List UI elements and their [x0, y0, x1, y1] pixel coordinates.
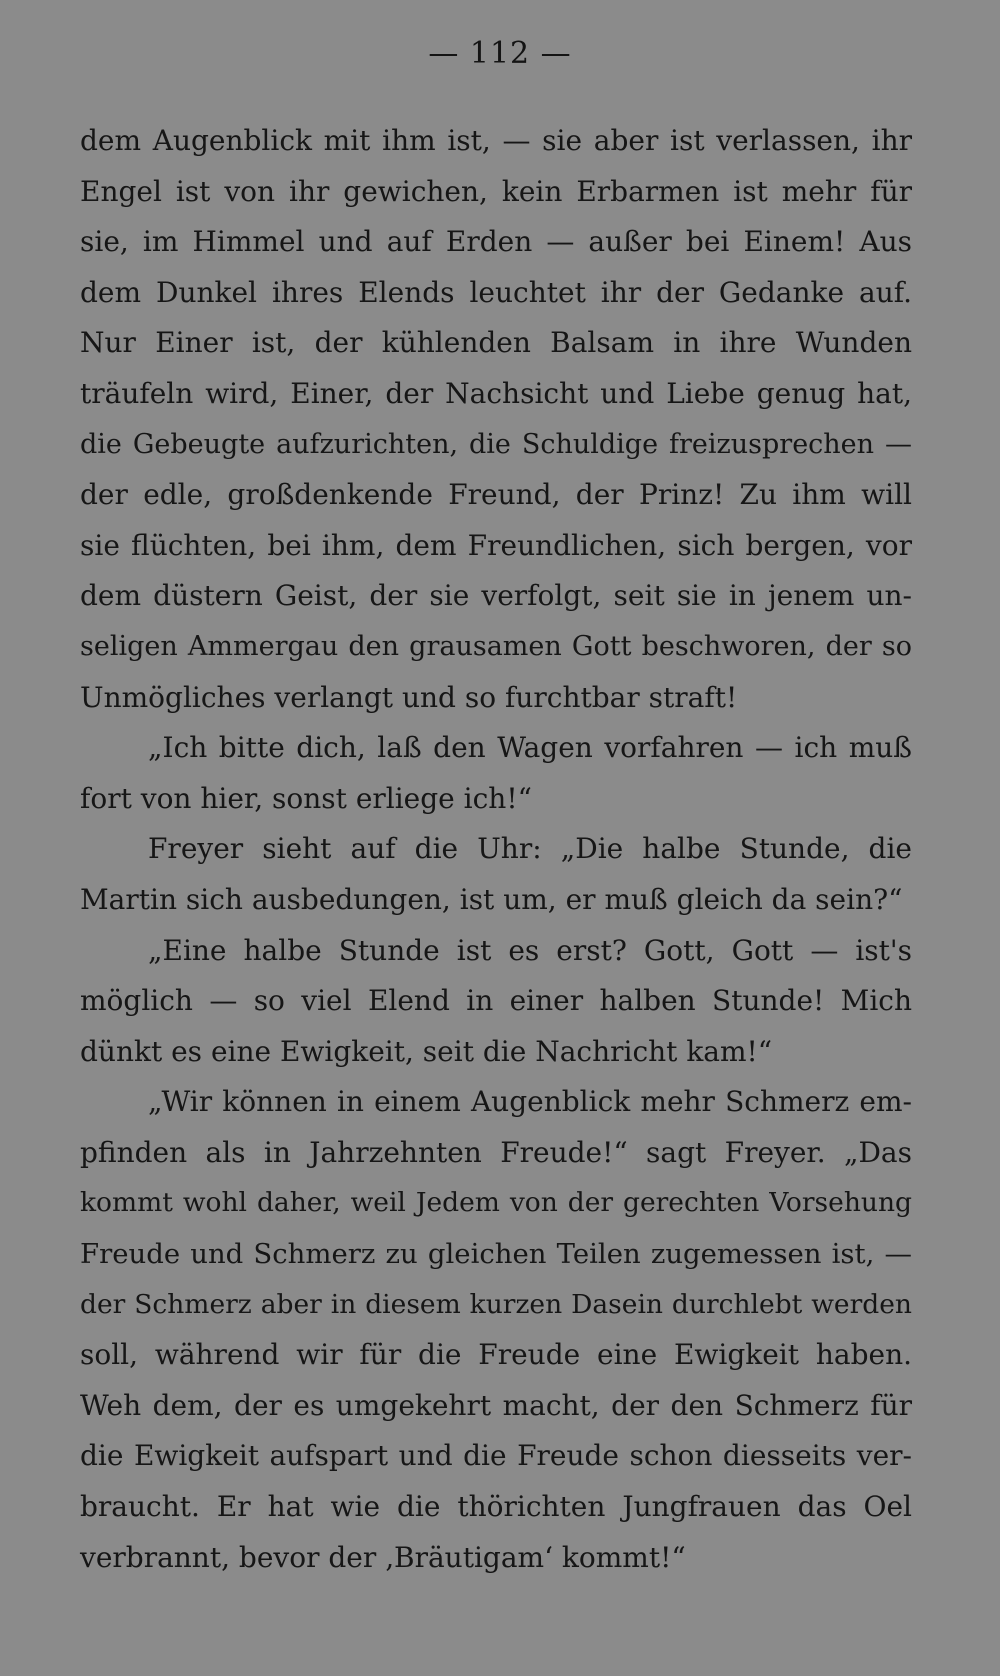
text-line: dem Dunkel ihres Elends leuchtet ihr der Gedanke auf.	[80, 275, 912, 309]
text-line: Nur Einer ist, der kühlenden Balsam in ihre Wunden	[80, 326, 912, 360]
text-line: fort von hier, sonst erliege ich!“	[80, 781, 532, 815]
text-line: der Schmerz aber in diesem kurzen Dasein durchlebt werden	[80, 1288, 912, 1320]
text-line: sie, im Himmel und auf Erden — außer bei Einem! Aus	[80, 225, 912, 259]
text-line: dünkt es eine Ewigkeit, seit die Nachricht kam!“	[80, 1034, 773, 1068]
text-line: der edle, großdenkende Freund, der Prinz! Zu ihm will	[80, 478, 912, 512]
text-line: braucht. Er hat wie die thörichten Jungfrauen das Oel	[80, 1490, 912, 1524]
text-line: Freude und Schmerz zu gleichen Teilen zugemessen ist, —	[80, 1238, 912, 1271]
text-line: sie flüchten, bei ihm, dem Freundlichen, sich bergen, vor	[80, 528, 912, 562]
text-line: soll, während wir für die Freude eine Ewigkeit haben.	[80, 1338, 912, 1372]
text-line: die Gebeugte aufzurichten, die Schuldige freizusprechen —	[80, 428, 912, 460]
text-line: die Ewigkeit aufspart und die Freude schon diesseits ver-	[80, 1439, 912, 1473]
page-number: — 112 —	[428, 36, 572, 71]
text-line: seligen Ammergau den grausamen Gott beschworen, der so	[80, 630, 912, 662]
body-text	[80, 116, 912, 1583]
text-line: „Eine halbe Stunde ist es erst? Gott, Gott — ist's	[148, 933, 912, 967]
text-line: Unmögliches verlangt und so furchtbar straft!	[80, 680, 738, 714]
text-line: „Wir können in einem Augenblick mehr Schmerz em-	[148, 1085, 912, 1119]
text-line: träufeln wird, Einer, der Nachsicht und Liebe genug hat,	[80, 376, 912, 410]
text-line: verbrannt, bevor der ‚Bräutigam‘ kommt!“	[80, 1540, 686, 1574]
text-line: Freyer sieht auf die Uhr: „Die halbe Stunde, die	[148, 832, 912, 866]
text-line: Weh dem, der es umgekehrt macht, der den Schmerz für	[80, 1388, 912, 1422]
text-line: Martin sich ausbedungen, ist um, er muß gleich da sein?“	[80, 882, 903, 916]
text-line: dem Augenblick mit ihm ist, — sie aber ist verlassen, ihr	[80, 124, 912, 157]
text-line: kommt wohl daher, weil Jedem von der gerechten Vorsehung	[80, 1187, 912, 1219]
text-line: möglich — so viel Elend in einer halben Stunde! Mich	[80, 984, 912, 1018]
text-line: „Ich bitte dich, laß den Wagen vorfahren — ich muß	[148, 731, 912, 765]
text-line: dem düstern Geist, der sie verfolgt, seit sie in jenem un-	[80, 579, 912, 613]
text-line: pfinden als in Jahrzehnten Freude!“ sagt Freyer. „Das	[80, 1135, 912, 1169]
text-line: Engel ist von ihr gewichen, kein Erbarmen ist mehr für	[80, 174, 912, 208]
